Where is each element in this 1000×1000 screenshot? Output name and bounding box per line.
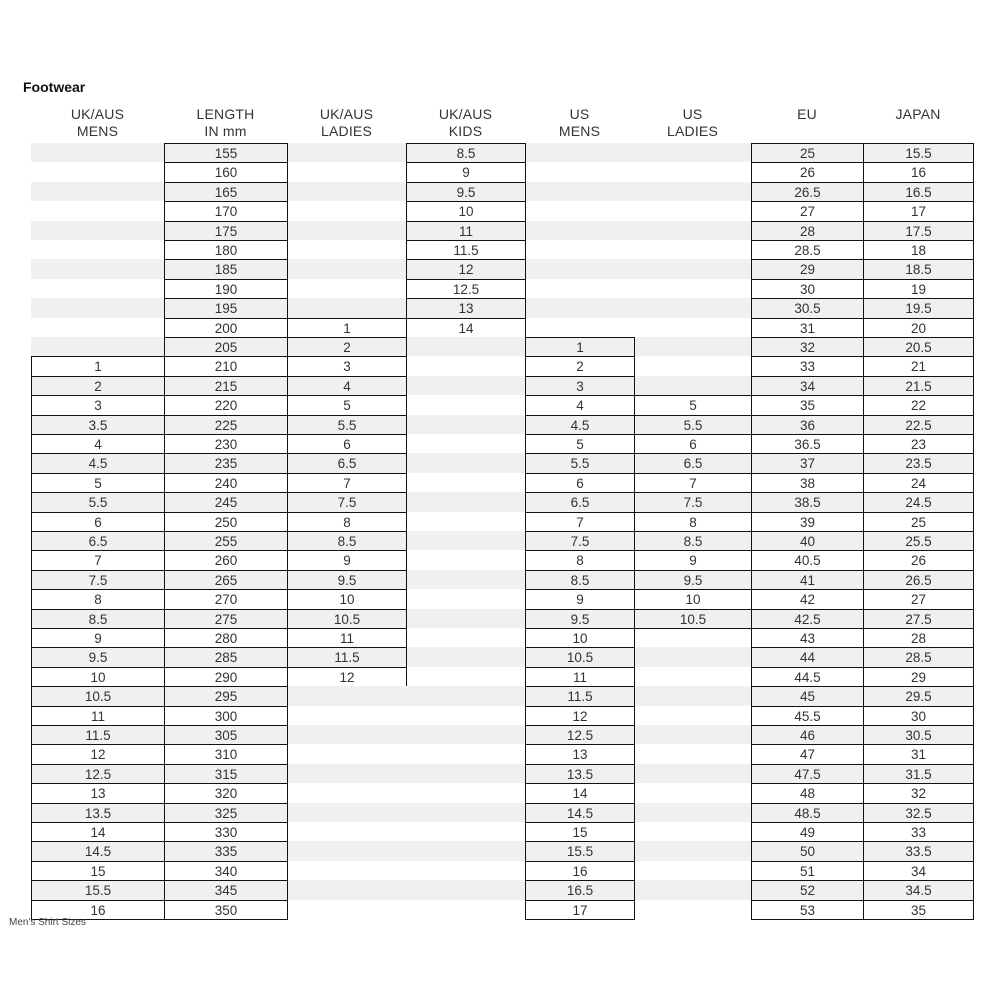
table-cell-japan: 22.5	[863, 415, 974, 435]
table-cell-uk-mens: 13.5	[31, 803, 165, 823]
table-cell-eu: 42	[751, 589, 864, 609]
table-cell-uk-ladies: 1	[287, 318, 407, 338]
table-cell-uk-mens: 14.5	[31, 841, 165, 861]
table-cell-japan: 30.5	[863, 725, 974, 745]
table-cell-japan: 21.5	[863, 376, 974, 396]
table-cell-length: 305	[164, 725, 288, 745]
table-cell-length: 170	[164, 201, 288, 221]
table-cell-us-ladies: 6	[634, 434, 752, 454]
table-cell-length: 325	[164, 803, 288, 823]
header-line2: KIDS	[448, 123, 483, 139]
table-cell-japan: 18.5	[863, 259, 974, 279]
table-cell-uk-mens: 9	[31, 628, 165, 648]
table-cell-us-mens: 12.5	[525, 725, 635, 745]
table-cell-eu: 30	[751, 279, 864, 299]
table-cell-japan: 21	[863, 356, 974, 376]
table-cell-eu: 29	[751, 259, 864, 279]
header-line1: UK/AUS	[70, 106, 125, 122]
table-cell-uk-mens: 6.5	[31, 531, 165, 551]
table-cell-eu: 44	[751, 647, 864, 667]
table-cell-uk-kids: 11	[406, 221, 526, 241]
table-cell-length: 165	[164, 182, 288, 202]
table-cell-us-ladies: 9	[634, 550, 752, 570]
table-cell-uk-mens: 12.5	[31, 764, 165, 784]
table-cell-length: 235	[164, 453, 288, 473]
table-cell-us-mens: 15	[525, 822, 635, 842]
table-cell-uk-mens: 7	[31, 550, 165, 570]
table-cell-japan: 17	[863, 201, 974, 221]
table-cell-uk-mens: 5.5	[31, 492, 165, 512]
table-cell-japan: 18	[863, 240, 974, 260]
page-title: Footwear	[23, 79, 86, 95]
header-line1: US	[682, 106, 703, 122]
table-cell-japan: 34.5	[863, 880, 974, 900]
table-cell-length: 265	[164, 570, 288, 590]
table-cell-eu: 34	[751, 376, 864, 396]
table-cell-eu: 28.5	[751, 240, 864, 260]
table-cell-uk-kids: 9.5	[406, 182, 526, 202]
table-cell-length: 280	[164, 628, 288, 648]
table-cell-eu: 49	[751, 822, 864, 842]
table-cell-eu: 35	[751, 395, 864, 415]
table-cell-eu: 33	[751, 356, 864, 376]
table-cell-eu: 30.5	[751, 298, 864, 318]
table-cell-uk-ladies: 6	[287, 434, 407, 454]
table-cell-eu: 25	[751, 143, 864, 163]
table-cell-eu: 51	[751, 861, 864, 881]
table-cell-length: 345	[164, 880, 288, 900]
table-cell-us-mens: 12	[525, 706, 635, 726]
header-line2: LADIES	[667, 123, 718, 139]
table-cell-length: 285	[164, 647, 288, 667]
table-cell-uk-ladies: 8	[287, 512, 407, 532]
table-cell-japan: 24.5	[863, 492, 974, 512]
table-cell-eu: 37	[751, 453, 864, 473]
table-cell-us-mens: 6	[525, 473, 635, 493]
table-cell-japan: 23	[863, 434, 974, 454]
table-cell-uk-ladies: 5.5	[287, 415, 407, 435]
table-cell-japan: 34	[863, 861, 974, 881]
table-cell-us-mens: 5.5	[525, 453, 635, 473]
table-cell-us-mens: 16	[525, 861, 635, 881]
table-cell-japan: 25	[863, 512, 974, 532]
table-cell-length: 155	[164, 143, 288, 163]
table-cell-eu: 43	[751, 628, 864, 648]
table-cell-uk-ladies: 10	[287, 589, 407, 609]
table-cell-uk-mens: 10	[31, 667, 165, 687]
table-cell-japan: 23.5	[863, 453, 974, 473]
table-cell-japan: 31.5	[863, 764, 974, 784]
table-cell-us-ladies: 5.5	[634, 415, 752, 435]
table-cell-uk-kids: 9	[406, 162, 526, 182]
table-cell-uk-mens: 4.5	[31, 453, 165, 473]
table-cell-eu: 38	[751, 473, 864, 493]
table-cell-uk-mens: 5	[31, 473, 165, 493]
table-cell-length: 210	[164, 356, 288, 376]
table-cell-japan: 33.5	[863, 841, 974, 861]
table-cell-eu: 27	[751, 201, 864, 221]
table-cell-japan: 20	[863, 318, 974, 338]
table-cell-uk-ladies: 7.5	[287, 492, 407, 512]
header-line1: UK/AUS	[319, 106, 374, 122]
table-cell-uk-mens: 9.5	[31, 647, 165, 667]
table-cell-japan: 27.5	[863, 609, 974, 629]
table-cell-us-mens: 17	[525, 900, 635, 920]
table-cell-eu: 45	[751, 686, 864, 706]
table-cell-length: 220	[164, 395, 288, 415]
table-cell-uk-ladies: 9.5	[287, 570, 407, 590]
table-cell-japan: 28.5	[863, 647, 974, 667]
table-cell-japan: 16.5	[863, 182, 974, 202]
table-cell-eu: 48	[751, 783, 864, 803]
table-cell-length: 190	[164, 279, 288, 299]
table-cell-eu: 26	[751, 162, 864, 182]
table-cell-eu: 36	[751, 415, 864, 435]
table-cell-us-mens: 8	[525, 550, 635, 570]
table-cell-length: 275	[164, 609, 288, 629]
table-cell-us-mens: 10	[525, 628, 635, 648]
table-cell-us-mens: 9	[525, 589, 635, 609]
table-cell-uk-ladies: 2	[287, 337, 407, 357]
table-cell-uk-ladies: 11.5	[287, 647, 407, 667]
table-cell-eu: 39	[751, 512, 864, 532]
table-cell-japan: 31	[863, 744, 974, 764]
table-cell-length: 335	[164, 841, 288, 861]
table-cell-length: 295	[164, 686, 288, 706]
table-cell-japan: 15.5	[863, 143, 974, 163]
table-cell-us-mens: 3	[525, 376, 635, 396]
table-cell-us-mens: 8.5	[525, 570, 635, 590]
table-cell-length: 350	[164, 900, 288, 920]
table-cell-length: 315	[164, 764, 288, 784]
table-cell-japan: 30	[863, 706, 974, 726]
table-cell-us-mens: 16.5	[525, 880, 635, 900]
table-cell-us-ladies: 7.5	[634, 492, 752, 512]
table-cell-eu: 38.5	[751, 492, 864, 512]
table-cell-uk-ladies: 5	[287, 395, 407, 415]
table-cell-uk-ladies: 8.5	[287, 531, 407, 551]
table-cell-eu: 45.5	[751, 706, 864, 726]
table-cell-japan: 32	[863, 783, 974, 803]
table-cell-uk-mens: 15.5	[31, 880, 165, 900]
table-cell-us-mens: 7.5	[525, 531, 635, 551]
table-cell-uk-mens: 6	[31, 512, 165, 532]
table-cell-japan: 29.5	[863, 686, 974, 706]
table-cell-length: 225	[164, 415, 288, 435]
table-cell-uk-mens: 1	[31, 356, 165, 376]
table-cell-us-mens: 11	[525, 667, 635, 687]
table-cell-uk-mens: 2	[31, 376, 165, 396]
table-cell-uk-kids: 14	[406, 318, 526, 338]
table-cell-us-mens: 4.5	[525, 415, 635, 435]
table-cell-japan: 29	[863, 667, 974, 687]
table-cell-uk-mens: 3.5	[31, 415, 165, 435]
table-cell-japan: 26.5	[863, 570, 974, 590]
table-cell-uk-ladies: 3	[287, 356, 407, 376]
table-cell-length: 260	[164, 550, 288, 570]
table-cell-japan: 28	[863, 628, 974, 648]
table-cell-length: 310	[164, 744, 288, 764]
table-cell-uk-ladies: 7	[287, 473, 407, 493]
table-cell-length: 245	[164, 492, 288, 512]
table-cell-length: 205	[164, 337, 288, 357]
table-cell-us-ladies: 7	[634, 473, 752, 493]
header-line1: UK/AUS	[438, 106, 493, 122]
table-cell-japan: 22	[863, 395, 974, 415]
table-cell-uk-ladies: 10.5	[287, 609, 407, 629]
table-cell-eu: 50	[751, 841, 864, 861]
table-cell-us-ladies: 5	[634, 395, 752, 415]
table-cell-japan: 35	[863, 900, 974, 920]
table-cell-us-mens: 9.5	[525, 609, 635, 629]
table-cell-us-ladies: 10.5	[634, 609, 752, 629]
header-line2: LADIES	[321, 123, 372, 139]
table-cell-eu: 47	[751, 744, 864, 764]
table-cell-uk-kids: 10	[406, 201, 526, 221]
table-cell-uk-kids: 12	[406, 259, 526, 279]
table-cell-us-ladies: 9.5	[634, 570, 752, 590]
table-cell-us-mens: 2	[525, 356, 635, 376]
table-cell-japan: 19.5	[863, 298, 974, 318]
table-cell-eu: 47.5	[751, 764, 864, 784]
table-cell-eu: 41	[751, 570, 864, 590]
table-cell-eu: 28	[751, 221, 864, 241]
header-line1: LENGTH	[196, 106, 255, 122]
table-cell-japan: 33	[863, 822, 974, 842]
table-cell-length: 340	[164, 861, 288, 881]
table-cell-length: 290	[164, 667, 288, 687]
table-cell-us-ladies: 8	[634, 512, 752, 532]
table-cell-us-mens: 7	[525, 512, 635, 532]
table-cell-us-ladies: 6.5	[634, 453, 752, 473]
footer-note: Men's Shirt Sizes	[9, 917, 86, 928]
table-cell-us-mens: 4	[525, 395, 635, 415]
header-line2: JAPAN	[895, 106, 941, 122]
table-cell-uk-mens: 11	[31, 706, 165, 726]
table-cell-uk-mens: 8.5	[31, 609, 165, 629]
table-cell-eu: 31	[751, 318, 864, 338]
table-cell-uk-kids: 13	[406, 298, 526, 318]
table-cell-uk-mens: 11.5	[31, 725, 165, 745]
table-cell-length: 270	[164, 589, 288, 609]
table-cell-length: 215	[164, 376, 288, 396]
table-cell-japan: 26	[863, 550, 974, 570]
table-cell-us-ladies: 8.5	[634, 531, 752, 551]
table-cell-uk-mens: 8	[31, 589, 165, 609]
table-cell-us-mens: 15.5	[525, 841, 635, 861]
header-line1: US	[569, 106, 590, 122]
table-cell-japan: 20.5	[863, 337, 974, 357]
header-line2: IN mm	[204, 123, 247, 139]
table-cell-eu: 48.5	[751, 803, 864, 823]
table-cell-us-mens: 14.5	[525, 803, 635, 823]
table-cell-eu: 46	[751, 725, 864, 745]
table-cell-length: 250	[164, 512, 288, 532]
table-cell-us-mens: 13.5	[525, 764, 635, 784]
table-cell-length: 330	[164, 822, 288, 842]
table-cell-japan: 25.5	[863, 531, 974, 551]
table-cell-uk-mens: 14	[31, 822, 165, 842]
table-cell-uk-mens: 16	[31, 900, 165, 920]
table-cell-japan: 27	[863, 589, 974, 609]
table-cell-japan: 16	[863, 162, 974, 182]
table-cell-uk-ladies: 11	[287, 628, 407, 648]
table-cell-length: 180	[164, 240, 288, 260]
header-line2: MENS	[558, 123, 601, 139]
table-cell-length: 160	[164, 162, 288, 182]
table-cell-us-mens: 11.5	[525, 686, 635, 706]
table-cell-uk-ladies: 9	[287, 550, 407, 570]
table-cell-uk-mens: 10.5	[31, 686, 165, 706]
table-cell-us-ladies: 10	[634, 589, 752, 609]
table-cell-uk-mens: 4	[31, 434, 165, 454]
table-cell-us-mens: 14	[525, 783, 635, 803]
table-cell-uk-mens: 3	[31, 395, 165, 415]
table-cell-length: 320	[164, 783, 288, 803]
table-cell-uk-kids: 8.5	[406, 143, 526, 163]
table-cell-eu: 53	[751, 900, 864, 920]
header-line2: EU	[797, 106, 817, 122]
table-cell-eu: 40.5	[751, 550, 864, 570]
table-cell-length: 300	[164, 706, 288, 726]
table-cell-length: 230	[164, 434, 288, 454]
table-cell-uk-ladies: 12	[287, 667, 407, 687]
table-cell-japan: 32.5	[863, 803, 974, 823]
table-cell-uk-ladies: 4	[287, 376, 407, 396]
table-cell-japan: 17.5	[863, 221, 974, 241]
table-cell-length: 255	[164, 531, 288, 551]
table-cell-length: 240	[164, 473, 288, 493]
table-cell-uk-kids: 11.5	[406, 240, 526, 260]
table-cell-eu: 36.5	[751, 434, 864, 454]
table-cell-us-mens: 10.5	[525, 647, 635, 667]
table-cell-length: 200	[164, 318, 288, 338]
table-cell-uk-kids: 12.5	[406, 279, 526, 299]
table-cell-eu: 52	[751, 880, 864, 900]
table-cell-uk-mens: 13	[31, 783, 165, 803]
table-cell-uk-ladies: 6.5	[287, 453, 407, 473]
table-cell-japan: 24	[863, 473, 974, 493]
table-cell-length: 185	[164, 259, 288, 279]
table-cell-us-mens: 1	[525, 337, 635, 357]
table-cell-uk-mens: 15	[31, 861, 165, 881]
table-cell-us-mens: 5	[525, 434, 635, 454]
table-cell-eu: 40	[751, 531, 864, 551]
table-cell-eu: 26.5	[751, 182, 864, 202]
table-cell-eu: 42.5	[751, 609, 864, 629]
table-cell-japan: 19	[863, 279, 974, 299]
header-line2: MENS	[76, 123, 119, 139]
table-cell-length: 195	[164, 298, 288, 318]
table-cell-length: 175	[164, 221, 288, 241]
table-cell-eu: 32	[751, 337, 864, 357]
table-cell-eu: 44.5	[751, 667, 864, 687]
table-cell-us-mens: 6.5	[525, 492, 635, 512]
table-cell-us-mens: 13	[525, 744, 635, 764]
table-cell-uk-mens: 7.5	[31, 570, 165, 590]
table-cell-uk-mens: 12	[31, 744, 165, 764]
